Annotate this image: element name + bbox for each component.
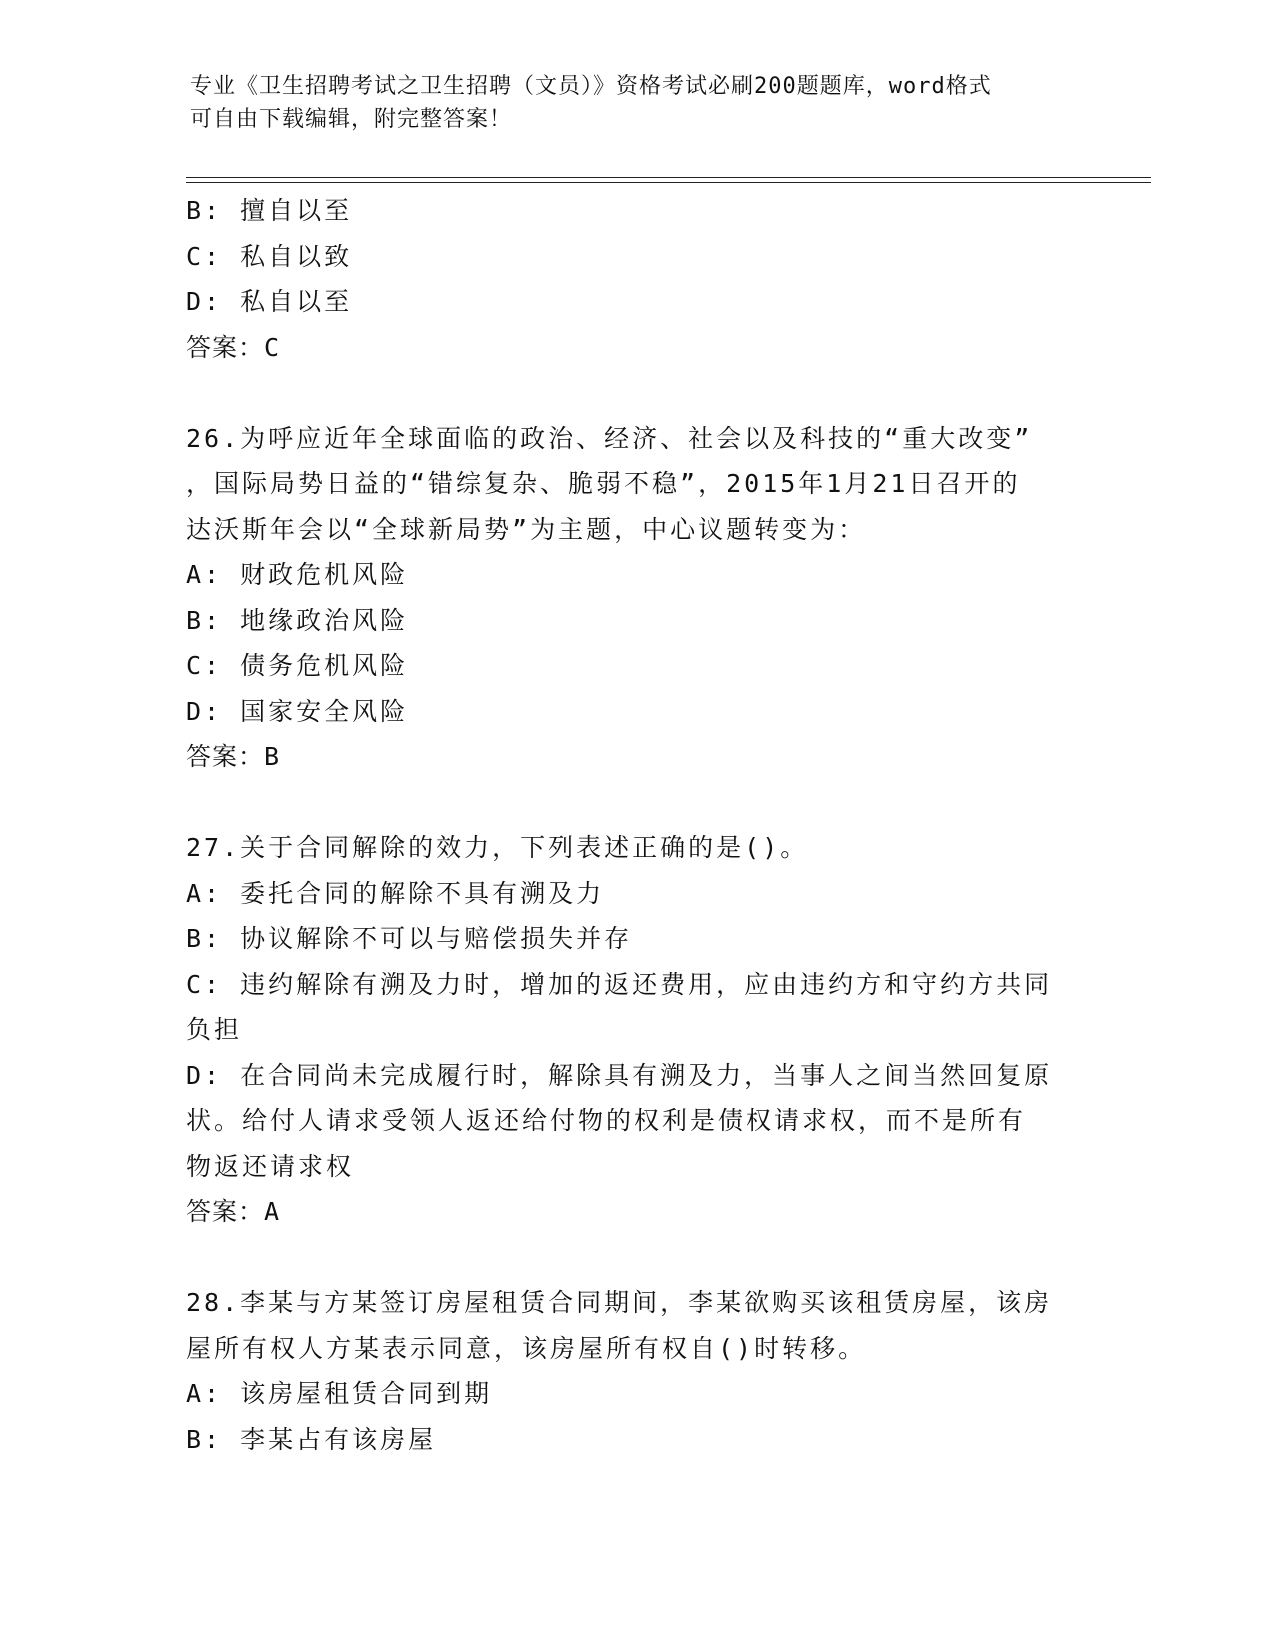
q27-stem-line-1: 27.关于合同解除的效力，下列表述正确的是()。 <box>186 833 809 862</box>
q26-option-c: C: 债务危机风险 <box>186 651 409 680</box>
q27-answer: 答案：A <box>186 1197 281 1226</box>
q28-stem-line-1: 28.李某与方某签订房屋租赁合同期间，李某欲购买该租赁房屋，该房 <box>186 1288 1053 1317</box>
q26-stem-line-1: 26.为呼应近年全球面临的政治、经济、社会以及科技的“重大改变” <box>186 423 1033 453</box>
question-28 <box>186 1280 1086 1462</box>
q25-answer: 答案：C <box>186 332 281 362</box>
q25-option-c: C: 私自以致 <box>186 241 353 271</box>
spacer <box>186 370 1086 416</box>
page-header <box>190 70 1070 136</box>
header-line-1: 专业《卫生招聘考试之卫生招聘（文员）》资格考试必刷200题题库，word格式 <box>190 74 992 99</box>
q27-option-b: B: 协议解除不可以与赔偿损失并存 <box>186 924 633 953</box>
q25-option-b: B: 擅自以至 <box>186 196 353 225</box>
q26-option-d: D: 国家安全风险 <box>186 696 409 726</box>
q27-option-d-line-3: 物返还请求权 <box>186 1151 355 1181</box>
question-list <box>186 188 1086 1462</box>
q27-option-c-line-2: 负担 <box>186 1015 243 1044</box>
spacer <box>186 780 1086 826</box>
header-line-2: 可自由下载编辑，附完整答案！ <box>190 107 513 132</box>
question-26 <box>186 416 1086 780</box>
q26-answer: 答案：B <box>186 742 281 771</box>
q26-option-b: B: 地缘政治风险 <box>186 605 409 635</box>
q28-option-b: B: 李某占有该房屋 <box>186 1424 437 1454</box>
question-25 <box>186 188 1086 370</box>
spacer <box>186 1235 1086 1281</box>
q27-option-a: A: 委托合同的解除不具有溯及力 <box>186 878 605 908</box>
q27-option-d-line-2: 状。给付人请求受领人返还给付物的权利是债权请求权，而不是所有 <box>186 1106 1027 1135</box>
q28-stem-line-2: 屋所有权人方某表示同意，该房屋所有权自()时转移。 <box>186 1333 867 1363</box>
header-rule-top <box>186 177 1151 178</box>
question-27 <box>186 825 1086 1235</box>
q26-option-a: A: 财政危机风险 <box>186 560 409 589</box>
header-rule-bottom <box>186 182 1151 183</box>
q26-stem-line-2: ，国际局势日益的“错综复杂、脆弱不稳”，2015年1月21日召开的 <box>186 469 1021 498</box>
q25-option-d: D: 私自以至 <box>186 287 353 316</box>
q28-option-a: A: 该房屋租赁合同到期 <box>186 1379 493 1408</box>
q27-option-c-line-1: C: 违约解除有溯及力时，增加的返还费用，应由违约方和守约方共同 <box>186 969 1053 999</box>
q27-option-d-line-1: D: 在合同尚未完成履行时，解除具有溯及力，当事人之间当然回复原 <box>186 1060 1053 1090</box>
q26-stem-line-3: 达沃斯年会以“全球新局势”为主题，中心议题转变为： <box>186 514 867 544</box>
